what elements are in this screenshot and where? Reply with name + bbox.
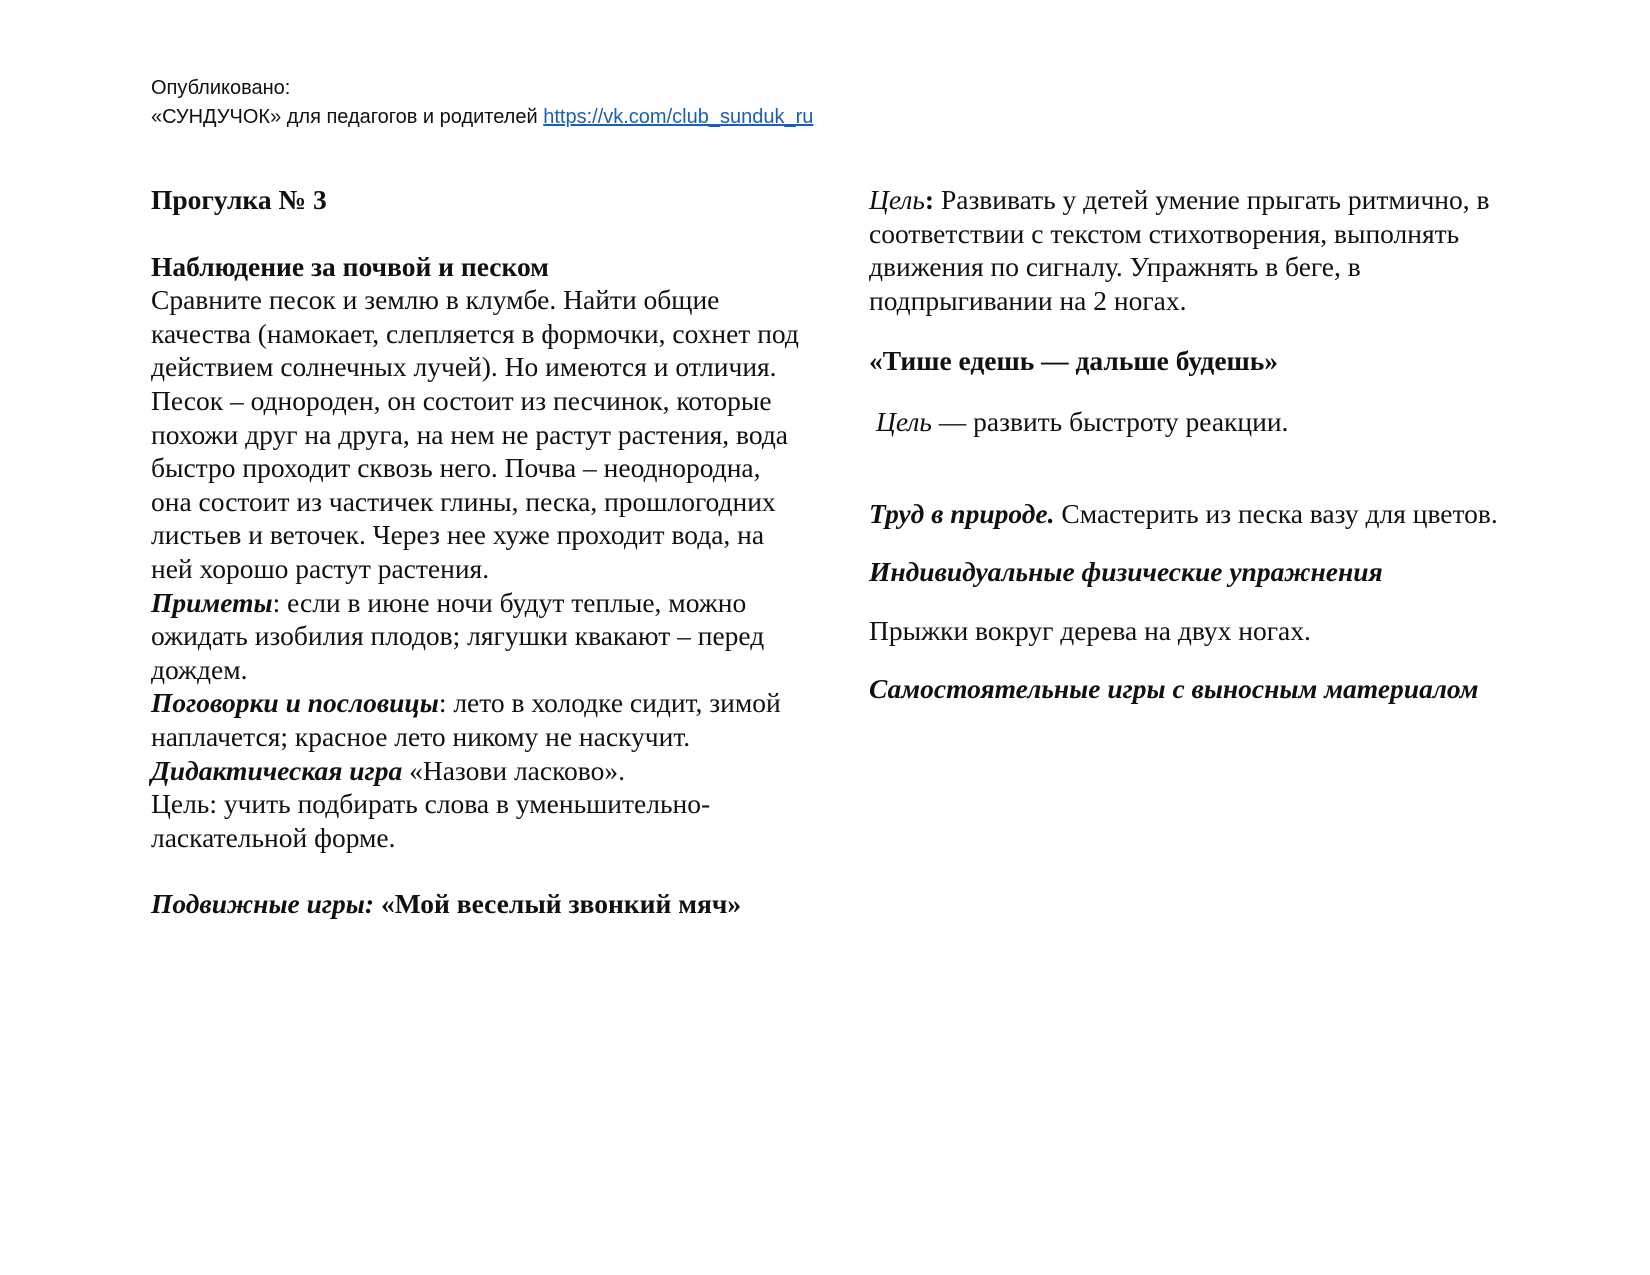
omens-label: Приметы	[151, 586, 273, 618]
didactic-goal: Цель: учить подбирать слова в уменьшительно-ласкательной форме.	[151, 788, 711, 853]
outdoor-games-paragraph	[151, 887, 801, 921]
left-column	[151, 183, 801, 921]
game2-title: «Тише едешь — дальше будешь»	[869, 345, 1279, 377]
observation-text: Сравните песок и землю в клумбе. Найти общие качества (намокает, слепляется в формочки, сохнет под действием солнечных лучей). Но имеются и отличия. Песок – однороден, он состоит из песчинок, которые похожи друг на друга, на нем не растут растения, вода быстро проходит сквозь него. Почва – неоднородна, она состоит из частичек глины, песка, прошлогодних листьев и веточек. Через нее хуже проходит вода, на ней хорошо растут растения.	[151, 284, 799, 584]
goal1-colon: :	[924, 184, 935, 215]
goal1-label: Цель	[869, 184, 925, 215]
goal1-text: Развивать у детей умение прыгать ритмично, в соответствии с текстом стихотворения, выполнять движения по сигналу. Упражнять в беге, в подпрыгивании на 2 ногах.	[869, 184, 1490, 316]
didactic-paragraph	[151, 754, 801, 788]
source-name: «СУНДУЧОК» для педагогов и родителей	[151, 106, 538, 128]
labor-label: Труд в природе.	[869, 497, 1055, 529]
omens-text: : если в июне ночи будут теплые, можно ожидать изобилия плодов; лягушки квакают – перед дождем.	[151, 586, 765, 685]
goal2-paragraph	[869, 405, 1509, 439]
goal1-paragraph	[869, 183, 1509, 317]
proverbs-paragraph	[151, 686, 801, 753]
proverbs-label: Поговорки и пословицы	[151, 687, 439, 719]
observation-heading: Наблюдение за почвой и песком	[151, 250, 549, 282]
goal2-label: Цель	[876, 405, 932, 437]
source-link[interactable]: https://vk.com/club_sunduk_ru	[543, 106, 814, 128]
omens-paragraph	[151, 586, 801, 687]
proverbs-text: : лето в холодке сидит, зимой наплачется; красное лето никому не наскучит.	[151, 687, 781, 752]
source-line	[151, 103, 813, 132]
outdoor-games-label: Подвижные игры:	[151, 888, 375, 920]
individual-text: Прыжки вокруг дерева на двух ногах.	[869, 614, 1311, 646]
individual-heading: Индивидуальные физические упражнения	[869, 556, 1383, 588]
didactic-text: «Назови ласково».	[402, 754, 625, 786]
independent-heading: Самостоятельные игры с выносным материалом	[869, 673, 1479, 705]
right-column	[869, 183, 1509, 706]
published-label: Опубликовано:	[151, 77, 291, 99]
publication-header	[151, 74, 813, 132]
outdoor-game-name: «Мой веселый звонкий мяч»	[374, 888, 742, 920]
didactic-label: Дидактическая игра	[151, 754, 403, 786]
goal2-text: — развить быстроту реакции.	[931, 405, 1289, 437]
labor-paragraph	[869, 497, 1509, 531]
page-title: Прогулка № 3	[151, 184, 327, 215]
labor-text: Смастерить из песка вазу для цветов.	[1054, 497, 1498, 529]
